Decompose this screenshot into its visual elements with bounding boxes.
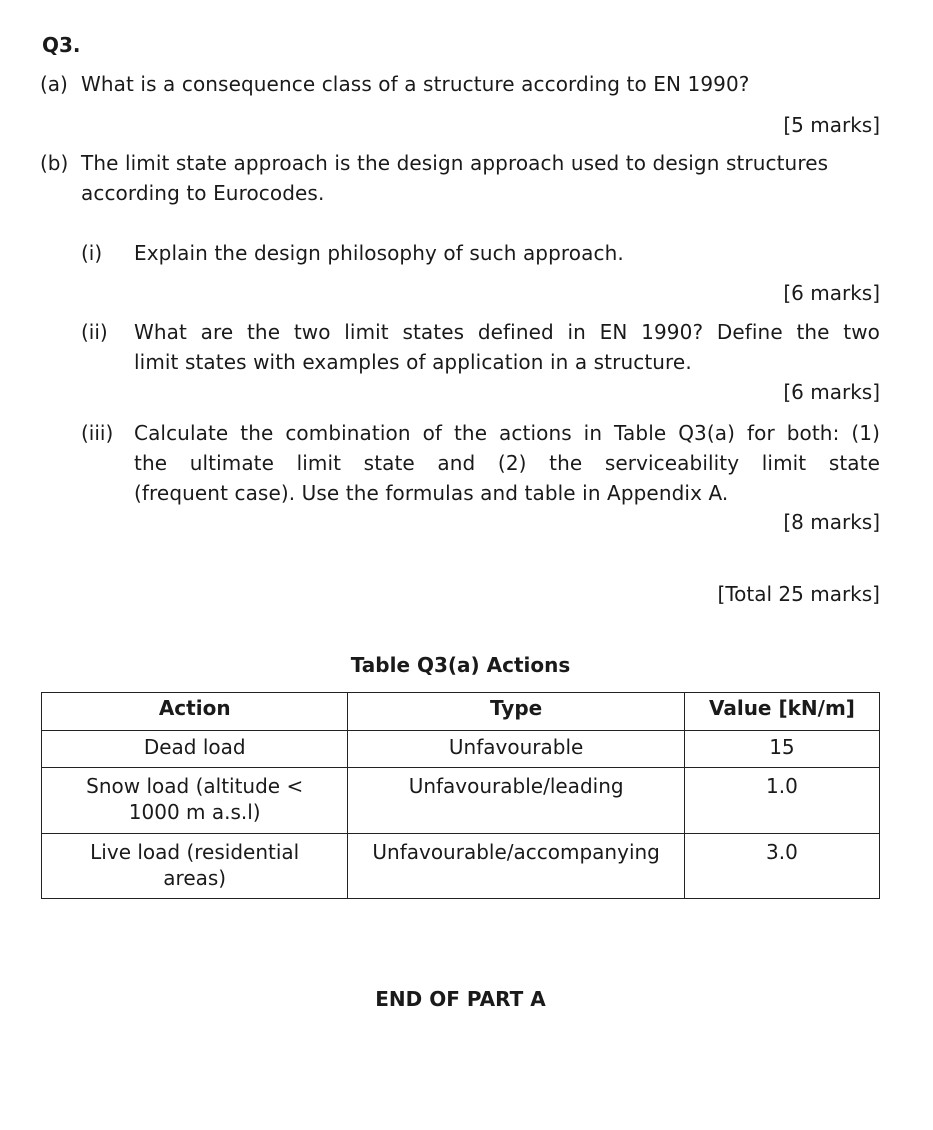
actions-table: [41, 692, 880, 899]
sub-i-label: (i): [81, 241, 103, 265]
sub-ii-text-line2: limit states with examples of application in a structure.: [134, 350, 692, 374]
header-type: Type: [348, 693, 684, 731]
sub-i-marks: [6 marks]: [783, 281, 880, 305]
part-b-text-line2: according to Eurocodes.: [81, 181, 325, 205]
part-a-marks: [5 marks]: [783, 113, 880, 137]
header-action: Action: [42, 693, 348, 731]
sub-iii-text-line1: Calculate the combination of the actions in Table Q3(a) for both: (1): [134, 421, 880, 445]
sub-i-text: Explain the design philosophy of such approach.: [134, 241, 624, 265]
sub-iii-marks: [8 marks]: [783, 510, 880, 534]
part-a-label: (a): [40, 72, 68, 96]
table-header-row: [42, 693, 880, 731]
row-value-cell: 15: [684, 731, 879, 768]
sub-iii-label: (iii): [81, 421, 114, 445]
total-marks: [Total 25 marks]: [717, 582, 880, 606]
row-value-cell: 3.0: [684, 834, 879, 899]
sub-ii-marks: [6 marks]: [783, 380, 880, 404]
table-row: [42, 834, 880, 899]
action-line2: 1000 m a.s.l): [128, 800, 261, 824]
row-value-cell: 1.0: [684, 768, 879, 834]
action-line1: Snow load (altitude <: [86, 774, 304, 798]
action-line2: areas): [163, 866, 227, 890]
part-b-label: (b): [40, 151, 69, 175]
sub-ii-label: (ii): [81, 320, 108, 344]
table-caption: Table Q3(a) Actions: [350, 653, 571, 677]
part-b-text-line1: The limit state approach is the design approach used to design structures: [81, 151, 829, 175]
row-type-cell: Unfavourable: [348, 731, 684, 768]
sub-ii-text-line1: What are the two limit states defined in EN 1990? Define the two: [134, 320, 880, 344]
table-row: [42, 768, 880, 834]
sub-iii-text-line3: (frequent case). Use the formulas and table in Appendix A.: [134, 481, 729, 505]
action-line1: Dead load: [143, 735, 246, 759]
row-type-cell: Unfavourable/leading: [348, 768, 684, 834]
sub-iii-text-line2: the ultimate limit state and (2) the serviceability limit state: [134, 451, 880, 475]
part-a-text: What is a consequence class of a structure according to EN 1990?: [81, 72, 750, 96]
end-of-part-label: END OF PART A: [375, 987, 546, 1011]
row-type-cell: Unfavourable/accompanying: [348, 834, 684, 899]
action-line1: Live load (residential: [90, 840, 300, 864]
table-row: [42, 731, 880, 768]
question-number: Q3.: [42, 33, 81, 57]
row-action-cell: [42, 834, 348, 899]
header-value: Value [kN/m]: [684, 693, 879, 731]
row-action-cell: [42, 731, 348, 768]
row-action-cell: [42, 768, 348, 834]
